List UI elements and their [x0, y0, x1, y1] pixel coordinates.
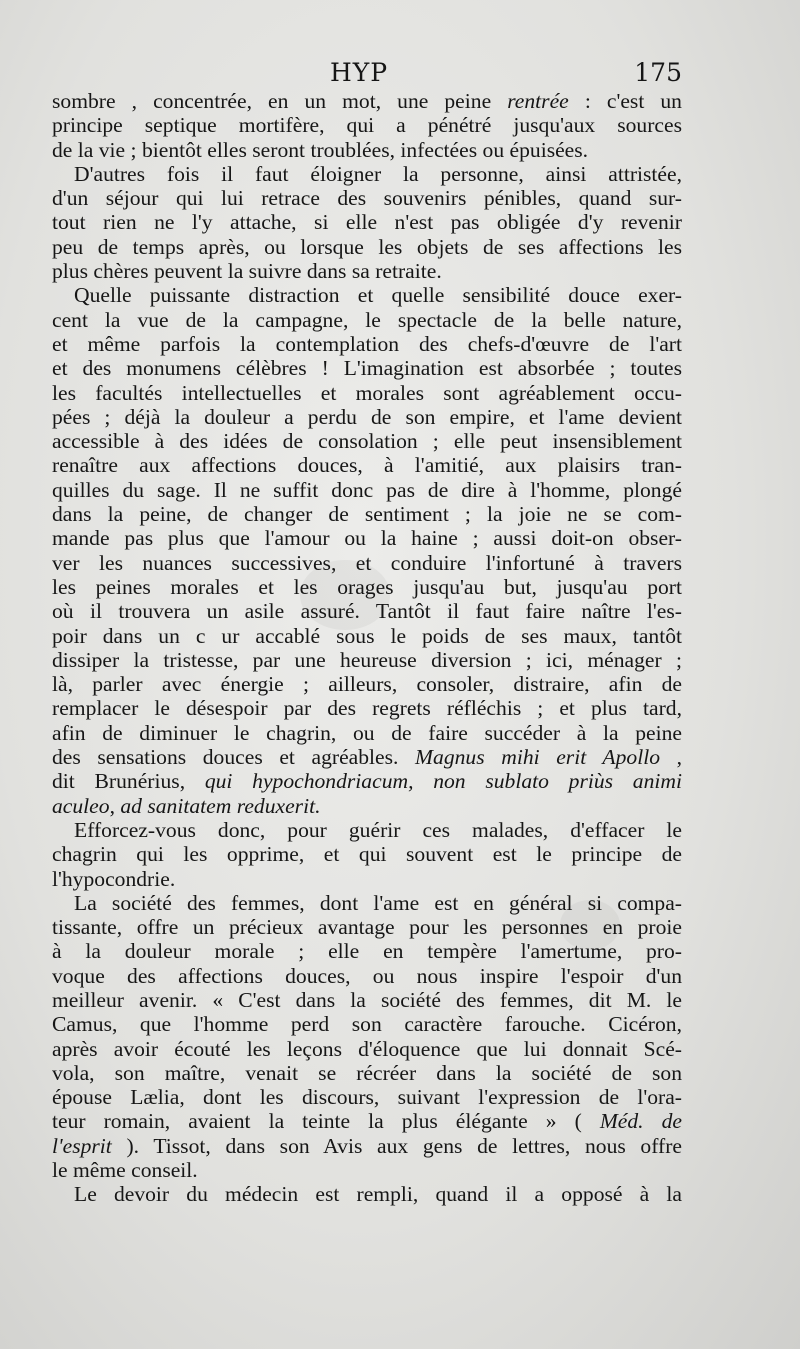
text-line: [52, 332, 682, 356]
italic-text: Magnus mihi erit Apollo: [415, 745, 661, 770]
text-run: D'autres fois il faut éloigner la personne, ainsi attristée,: [74, 161, 682, 186]
text-run: l'hypocondrie.: [52, 866, 176, 891]
text-run: afin de diminuer le chagrin, ou de faire succéder à la peine: [52, 720, 682, 745]
text-line: [52, 356, 682, 380]
text-run: les facultés intellectuelles et morales sont agréablement occu-: [52, 380, 682, 405]
text-run: d'un séjour qui lui retrace des souvenirs pénibles, quand sur-: [52, 186, 682, 211]
text-line: [52, 113, 682, 137]
text-run: mande pas plus que l'amour ou la haine ; aussi doit-on obser-: [52, 526, 682, 551]
text-run: renaître aux affections douces, à l'amitié, aux plaisirs tran-: [52, 453, 682, 478]
text-run: ,: [109, 793, 121, 818]
page-number: 175: [634, 58, 682, 87]
text-run: voque des affections douces, ou nous inspire l'espoir d'un: [52, 963, 682, 988]
text-line: [52, 551, 682, 575]
text-line: [52, 1061, 682, 1085]
text-run: pées ; déjà la douleur a perdu de son empire, et l'ame devient: [52, 404, 682, 429]
text-line: [52, 308, 682, 332]
text-line: [52, 235, 682, 259]
text-line: [52, 648, 682, 672]
text-line: [52, 381, 682, 405]
text-line: [52, 988, 682, 1012]
text-run: ver les nuances successives, et conduire l'infortuné à travers: [52, 550, 682, 575]
text-run: chagrin qui les opprime, et qui souvent est le principe de: [52, 842, 682, 867]
italic-text: qui hypochondriacum, non sublato priùs animi: [204, 769, 682, 794]
text-line: [52, 186, 682, 210]
text-run: le même conseil.: [52, 1158, 198, 1183]
text-run: sombre , concentrée, en un mot, une peine: [52, 89, 508, 113]
text-line: [52, 138, 682, 162]
text-run: où il trouvera un asile assuré. Tantôt il faut faire naître l'es-: [52, 599, 682, 624]
italic-text: rentrée: [507, 89, 569, 113]
text-line: [52, 526, 682, 550]
text-run: et même parfois la contemplation des chefs-d'œuvre de l'art: [52, 331, 682, 356]
text-line: [52, 89, 682, 113]
text-line: [52, 502, 682, 526]
body-text: [52, 89, 682, 1207]
text-line: [52, 745, 682, 769]
italic-text: ad sanitatem reduxerit.: [120, 793, 321, 818]
text-run: teur romain, avaient la teinte la plus élégante » (: [52, 1109, 600, 1134]
text-line: [52, 453, 682, 477]
text-line: [52, 696, 682, 720]
text-run: et des monumens célèbres ! L'imagination est absorbée ; toutes: [52, 356, 682, 381]
text-line: [52, 891, 682, 915]
text-line: [52, 1085, 682, 1109]
text-run: ,: [660, 745, 683, 770]
text-run: dit Brunérius,: [52, 769, 205, 794]
text-line: [52, 867, 682, 891]
text-run: tissante, offre un précieux avantage pour les personnes en proie: [52, 915, 682, 940]
text-line: [52, 429, 682, 453]
italic-text: Méd. de: [599, 1109, 682, 1134]
text-line: [52, 575, 682, 599]
text-run: accessible à des idées de consolation ; elle peut insensiblement: [52, 429, 682, 454]
text-line: [52, 721, 682, 745]
text-line: [52, 964, 682, 988]
text-line: [52, 1012, 682, 1036]
text-line: [52, 842, 682, 866]
text-run: cent la vue de la campagne, le spectacle de la belle nature,: [52, 307, 682, 332]
text-run: dissiper la tristesse, par une heureuse diversion ; ici, ménager ;: [52, 647, 682, 672]
text-run: épouse Lælia, dont les discours, suivant l'expression de l'ora-: [52, 1085, 682, 1110]
text-run: remplacer le désespoir par des regrets réfléchis ; et plus tard,: [52, 696, 682, 721]
text-line: [52, 1037, 682, 1061]
text-line: [52, 1182, 682, 1206]
text-run: à la douleur morale ; elle en tempère l'amertume, pro-: [52, 939, 682, 964]
text-line: [52, 1158, 682, 1182]
text-line: [52, 478, 682, 502]
text-run: Camus, que l'homme perd son caractère farouche. Cicéron,: [52, 1012, 682, 1037]
text-run: des sensations douces et agréables.: [52, 745, 416, 770]
italic-text: l'esprit: [52, 1133, 112, 1158]
text-line: [52, 405, 682, 429]
text-line: [52, 1109, 682, 1133]
text-run: dans la peine, de changer de sentiment ; la joie ne se com-: [52, 502, 682, 527]
text-line: [52, 283, 682, 307]
text-run: principe septique mortifère, qui a pénétré jusqu'aux sources: [52, 113, 682, 138]
text-run: Efforcez-vous donc, pour guérir ces malades, d'effacer le: [74, 817, 682, 842]
text-run: les peines morales et les orages jusqu'au but, jusqu'au port: [52, 574, 682, 599]
running-head: HYP: [330, 58, 389, 87]
text-run: ). Tissot, dans son Avis aux gens de lettres, nous offre: [111, 1133, 682, 1158]
text-line: [52, 210, 682, 234]
text-run: après avoir écouté les leçons d'éloquence que lui donnait Scé-: [52, 1036, 682, 1061]
text-run: de la vie ; bientôt elles seront troublées, infectées ou épuisées.: [52, 137, 589, 162]
text-line: [52, 624, 682, 648]
italic-text: aculeo: [52, 793, 110, 818]
text-line: [52, 939, 682, 963]
text-run: plus chères peuvent la suivre dans sa retraite.: [52, 259, 442, 284]
text-run: tout rien ne l'y attache, si elle n'est pas obligée d'y revenir: [52, 210, 682, 235]
text-line: [52, 769, 682, 793]
text-line: [52, 162, 682, 186]
text-run: là, parler avec énergie ; ailleurs, consoler, distraire, afin de: [52, 672, 682, 697]
text-run: : c'est un: [568, 89, 682, 113]
text-line: [52, 794, 682, 818]
text-run: meilleur avenir. « C'est dans la société des femmes, dit M. le: [52, 987, 682, 1012]
text-line: [52, 599, 682, 623]
text-run: Le devoir du médecin est rempli, quand il a opposé à la: [74, 1182, 682, 1207]
text-run: vola, son maître, venait se récréer dans la société de son: [52, 1060, 682, 1085]
text-line: [52, 672, 682, 696]
text-run: peu de temps après, ou lorsque les objets de ses affections les: [52, 234, 682, 259]
text-run: quilles du sage. Il ne suffit donc pas de dire à l'homme, plongé: [52, 477, 682, 502]
page-header: [52, 58, 682, 92]
text-run: poir dans un c ur accablé sous le poids de ses maux, tantôt: [52, 623, 682, 648]
text-run: Quelle puissante distraction et quelle sensibilité douce exer-: [74, 283, 682, 308]
text-line: [52, 1134, 682, 1158]
text-line: [52, 915, 682, 939]
text-run: La société des femmes, dont l'ame est en général si compa-: [74, 890, 682, 915]
text-line: [52, 818, 682, 842]
text-line: [52, 259, 682, 283]
